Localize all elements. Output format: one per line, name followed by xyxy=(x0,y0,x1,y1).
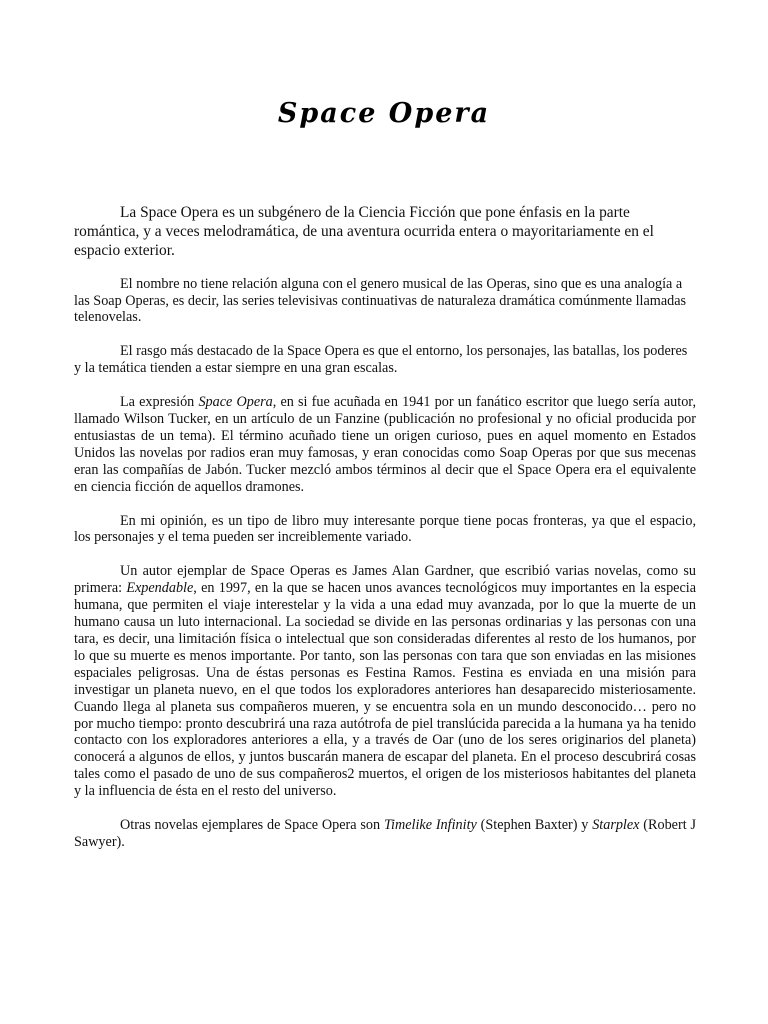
text-run: , en 1997, en la que se hacen unos avances tecnológicos muy importantes en la especia humana, que permiten el viaje interestelar y la vida a una edad muy avanzada, por lo que la muerte de un humano causa un luto internacional. La sociedad se divide en las personas ordinarias y las personas con una tara, es decir, una limitación física o intelectual que son consideradas diferentes al resto de los humanos, por lo que su muerte es menos importante. Por tanto, son las personas con tara que son enviadas en las misiones espaciales peligrosas. Una de éstas personas es Festina Ramos. Festina es enviada en una misión para investigar un planeta nuevo, en el que todos los exploradores anteriores han desaparecido misteriosamente. Cuando llega al planeta sus compañeros mueren, y se encuentra sola en un mundo desconocido… pero no por mucho tiempo: pronto descubrirá una raza autótrofa de piel translúcida parecida a la humana ya ha tenido contacto con los exploradores anteriores a ella, y a través de Oar (uno de los seres originarios del planeta) conocerá a algunos de ellos, y juntos buscarán manera de escapar del planeta. En el proceso descubrirá cosas tales como el pasado de uno de sus compañeros2 muertos, el origen de los misteriosos habitantes del planeta y la influencia de ésta en el resto del universo. xyxy=(74,580,697,800)
text-run: (Stephen Baxter) y xyxy=(476,817,593,834)
paragraph-name-origin: El nombre no tiene relación alguna con el genero musical de las Operas, sino que es una analogía a las Soap Operas, es decir, las series televisivas continuativas de naturaleza dramática comúnmente llamadas telenovelas. xyxy=(74,275,687,326)
paragraph-gardner-example xyxy=(74,563,696,800)
italic-term: Space Opera xyxy=(198,394,273,411)
italic-book-title: Timelike Infinity xyxy=(383,817,477,834)
page-title: Space Opera xyxy=(277,98,491,129)
text-run: Un autor ejemplar de Space Operas es James Alan Gardner, que escribió varias novelas, como su primera: xyxy=(74,563,696,597)
document-body xyxy=(74,203,696,868)
paragraph-opinion: En mi opinión, es un tipo de libro muy interesante porque tiene pocas fronteras, ya que el espacio, los personajes y el tema pueden ser increiblemente variado. xyxy=(74,512,696,546)
text-run: Otras novelas ejemplares de Space Opera son xyxy=(120,817,384,834)
italic-book-title: Expendable xyxy=(126,580,194,597)
text-run: , en si fue acuñada en 1941 por un fanático escritor que luego sería autor, llamado Wilson Tucker, en un artículo de un Fanzine (publicación no profesional y no oficial producida por entusiastas de un tema). El término acuñado tiene un origen curioso, pues en aquel momento en Estados Unidos las novelas por radios eran muy famosas, y eran conocidas como Soap Operas por que sus mecenas eran las compañías de Jabón. Tucker mezcló ambos términos al decir que el Space Opera era el equivalente en ciencia ficción de aquellos dramones. xyxy=(74,394,696,495)
text-run: (Robert J Sawyer). xyxy=(74,817,696,850)
paragraph-scale: El rasgo más destacado de la Space Opera es que el entorno, los personajes, las batallas, los poderes y la temática tienden a estar siempre en una gran escalas. xyxy=(74,343,688,377)
paragraph-intro: La Space Opera es un subgénero de la Ciencia Ficción que pone énfasis en la parte romántica, y a veces melodramática, de una aventura ocurrida entera o mayoritariamente en el espacio exterior. xyxy=(74,204,654,260)
paragraph-other-novels xyxy=(74,817,696,851)
italic-book-title: Starplex xyxy=(592,817,640,834)
text-run: La expresión xyxy=(120,394,199,411)
paragraph-expression-history xyxy=(74,394,696,495)
